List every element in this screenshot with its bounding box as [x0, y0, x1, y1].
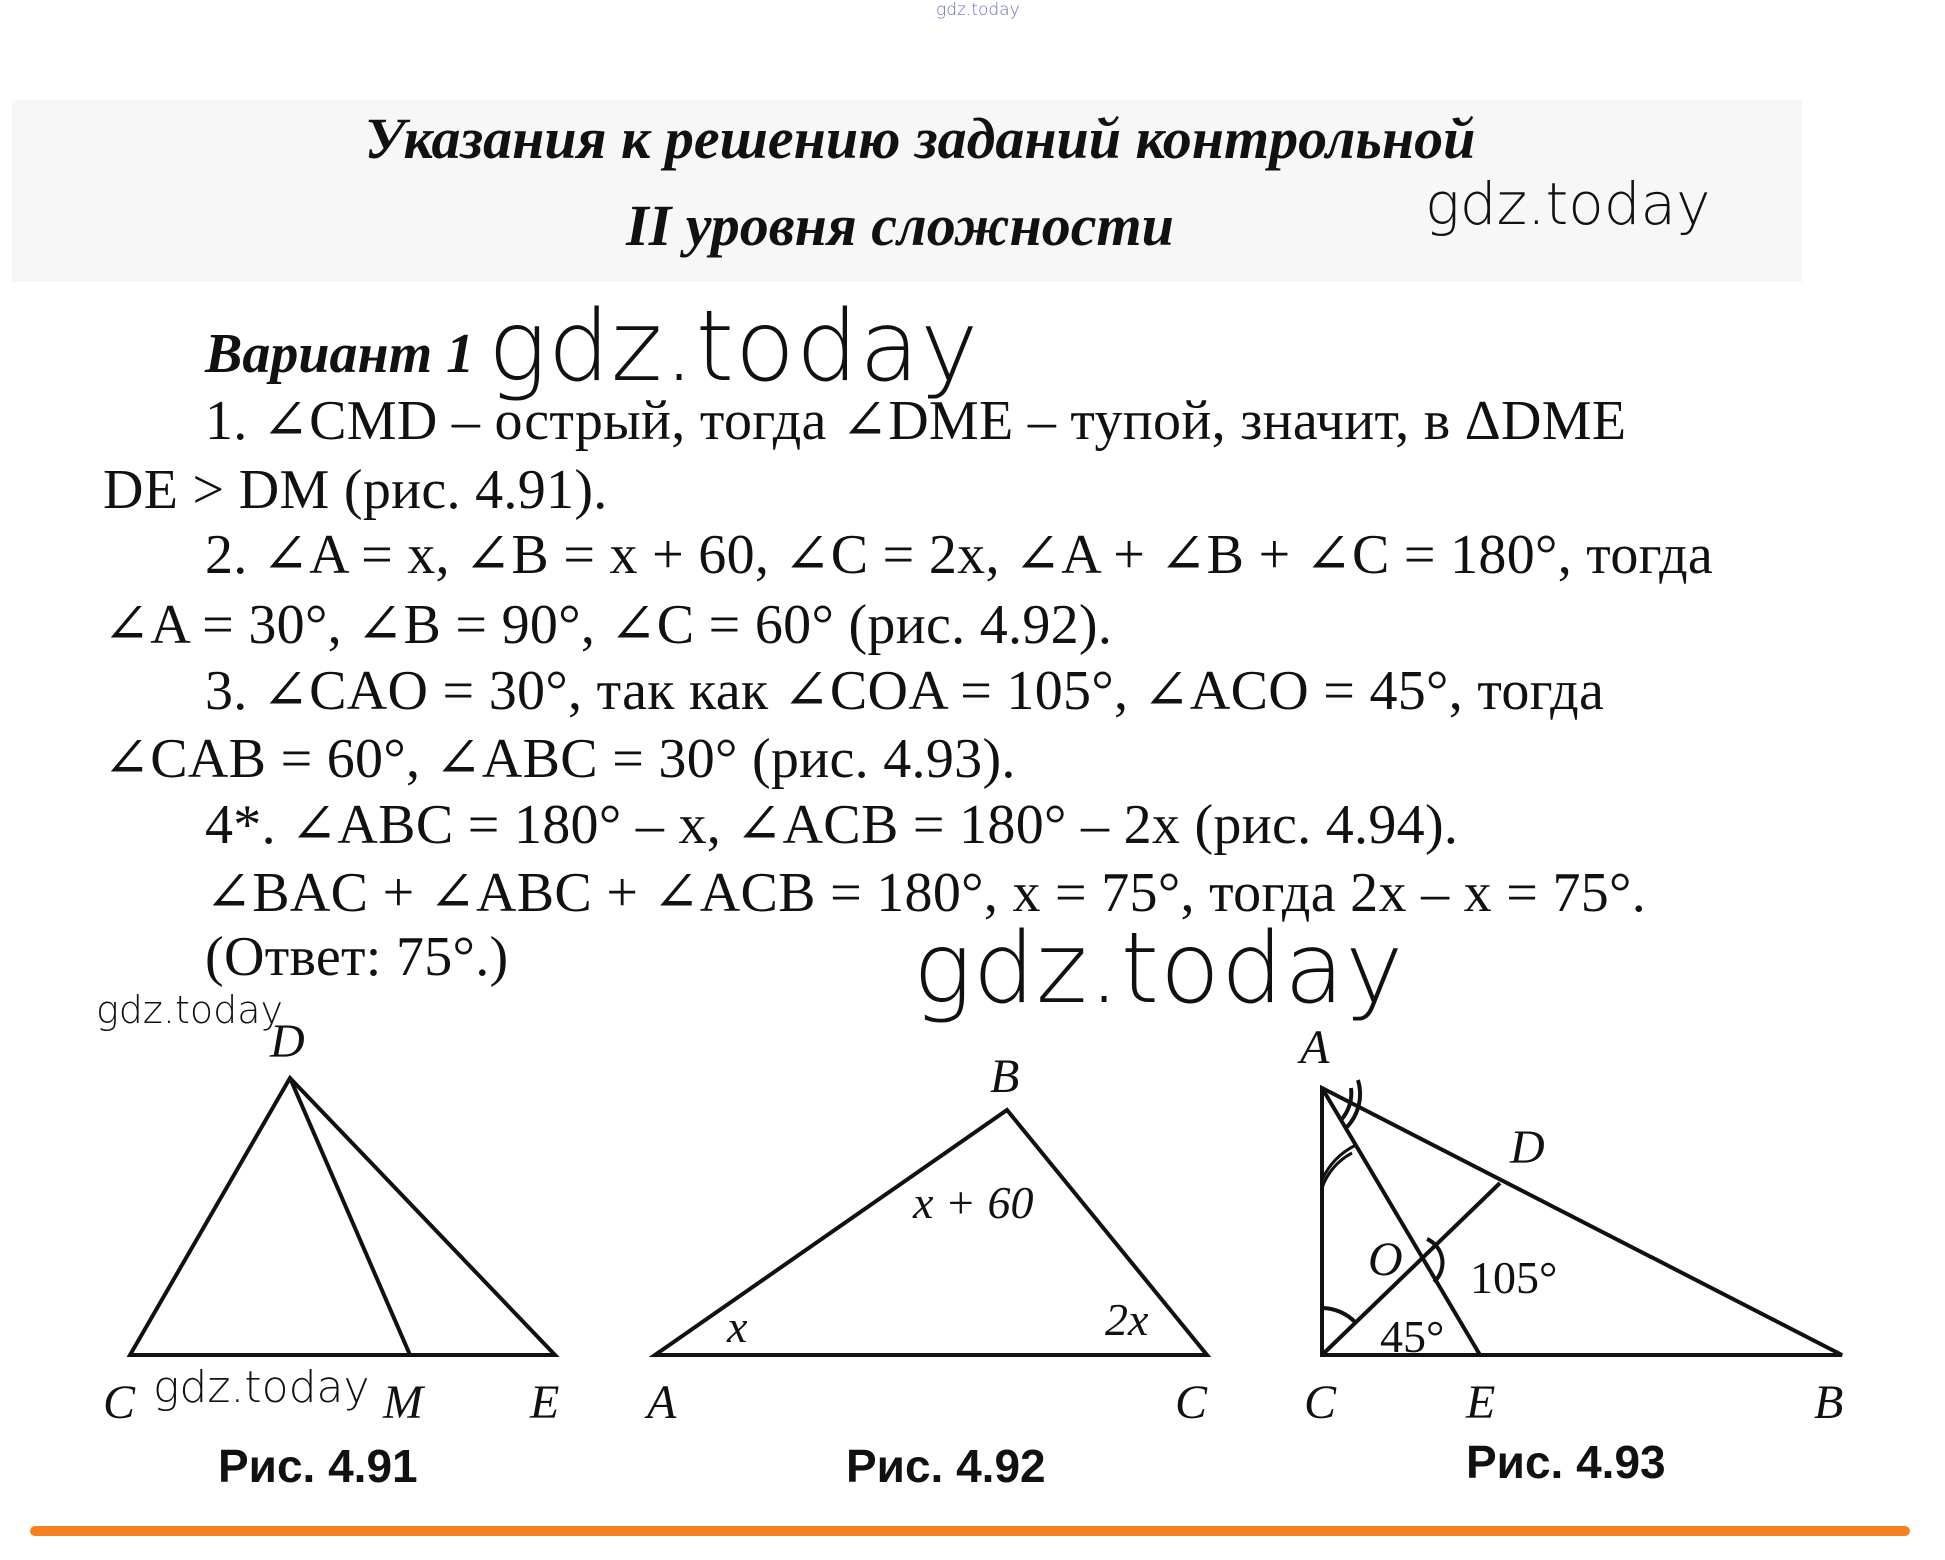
- angle-o-label: 105°: [1470, 1252, 1558, 1303]
- solution-line-7: 4*. ∠ABC = 180° – x, ∠ACB = 180° – 2x (рис. 4.94).: [205, 794, 1459, 856]
- solution-line-5: 3. ∠CAO = 30°, так как ∠COA = 105°, ∠ACO = 45°, тогда: [205, 660, 1605, 722]
- angle-b-label: x + 60: [913, 1177, 1034, 1228]
- label-a: A: [1300, 1021, 1330, 1074]
- answer-line: (Ответ: 75°.): [205, 926, 509, 988]
- solution-line-3: 2. ∠A = x, ∠B = x + 60, ∠C = 2x, ∠A + ∠B + ∠C = 180°, тогда: [205, 524, 1714, 586]
- watermark-middle: gdz.today: [913, 912, 1405, 1026]
- label-m: M: [383, 1376, 423, 1429]
- caption-fig-4-93: Рис. 4.93: [1466, 1436, 1666, 1488]
- watermark-tiny: gdz.today: [936, 0, 1020, 20]
- angle-arc-a-1: [1341, 1088, 1351, 1120]
- variant-heading: Вариант 1: [205, 323, 475, 385]
- label-c: C: [1175, 1376, 1208, 1429]
- label-a: A: [647, 1376, 677, 1429]
- label-d: D: [1510, 1121, 1545, 1174]
- solution-line-2: DE > DM (рис. 4.91).: [103, 459, 608, 521]
- page-title-line-2: II уровня сложности: [626, 193, 1174, 258]
- bottom-accent-rule: [30, 1526, 1910, 1536]
- label-c: C: [103, 1376, 136, 1429]
- watermark-header: gdz.today: [1425, 170, 1711, 238]
- angle-arc-c: [1322, 1308, 1355, 1322]
- label-o: O: [1368, 1233, 1403, 1286]
- angle-c-label: 45°: [1380, 1311, 1445, 1362]
- label-b: B: [1814, 1376, 1844, 1429]
- label-d: D: [270, 1015, 305, 1068]
- solution-line-1: 1. ∠CMD – острый, тогда ∠DME – тупой, значит, в ΔDME: [205, 390, 1627, 452]
- angle-a-label: x: [727, 1301, 748, 1352]
- watermark-figure-1-bottom: gdz.today: [153, 1362, 370, 1413]
- solution-line-6: ∠CAB = 60°, ∠ABC = 30° (рис. 4.93).: [103, 728, 1016, 790]
- label-e: E: [1466, 1376, 1496, 1429]
- label-e: E: [530, 1376, 560, 1429]
- segment-dm: [290, 1078, 410, 1355]
- caption-fig-4-92: Рис. 4.92: [846, 1440, 1046, 1492]
- caption-fig-4-91: Рис. 4.91: [218, 1440, 418, 1492]
- angle-c-label: 2x: [1105, 1294, 1149, 1345]
- watermark-figure-1: gdz.today: [96, 988, 283, 1032]
- watermark-variant: gdz.today: [488, 290, 980, 404]
- label-b: B: [990, 1050, 1020, 1103]
- triangle-cde: [130, 1078, 555, 1355]
- solution-line-4: ∠A = 30°, ∠B = 90°, ∠C = 60° (рис. 4.92).: [103, 594, 1113, 656]
- solution-line-8: ∠BAC + ∠ABC + ∠ACB = 180°, x = 75°, тогда 2x – x = 75°.: [205, 862, 1647, 924]
- page-title-line-1: Указания к решению заданий контрольной: [364, 106, 1476, 171]
- figure-4-91: [130, 1078, 555, 1355]
- label-c: C: [1304, 1376, 1337, 1429]
